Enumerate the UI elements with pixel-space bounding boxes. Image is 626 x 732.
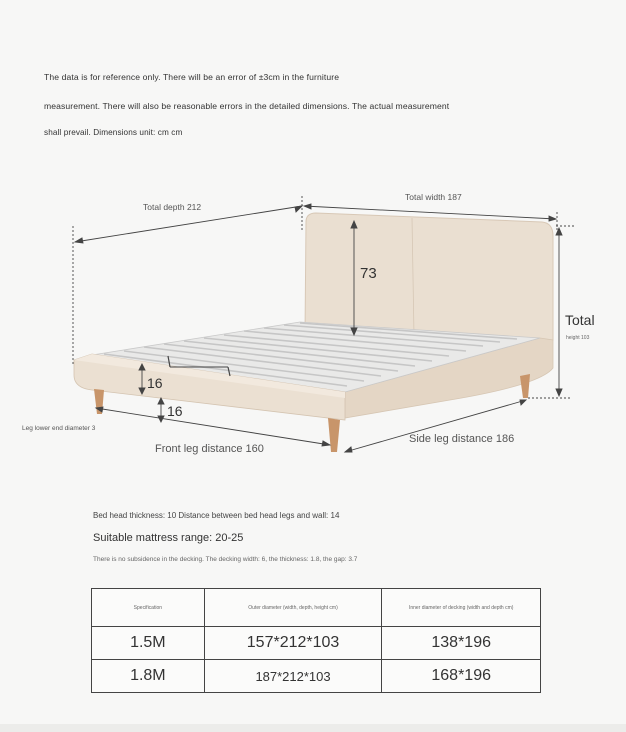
headboard	[305, 213, 553, 340]
mattress-range-info: Suitable mattress range: 20-25	[93, 532, 244, 544]
leg-diameter-label: Leg lower end diameter 3	[22, 425, 96, 432]
total-height-label: height 103	[566, 335, 590, 341]
cell-inner: 168*196	[382, 660, 541, 693]
cell-outer: 157*212*103	[204, 627, 382, 660]
total-width-label: Total width 187	[405, 192, 462, 202]
header-outer-diameter: Outer diameter (width, depth, height cm)	[204, 589, 382, 627]
decking-info: There is no subsidence in the decking. The decking width: 6, the thickness: 1.8, the gap: 3.7	[93, 556, 358, 563]
total-label: Total	[565, 312, 595, 328]
frame-height-label: 16	[147, 375, 163, 391]
side-leg-distance-label: Side leg distance 186	[409, 433, 515, 445]
note-line-3: shall prevail. Dimensions unit: cm cm	[44, 128, 183, 137]
header-inner-diameter: Inner diameter of decking (width and depth cm)	[382, 589, 541, 627]
total-depth-label: Total depth 212	[143, 202, 202, 212]
table-row	[92, 660, 541, 693]
front-leg-distance-label: Front leg distance 160	[155, 443, 264, 455]
leg-front-right	[328, 418, 340, 452]
head-thickness-info: Bed head thickness: 10 Distance between bed head legs and wall: 14	[93, 511, 340, 520]
note-line-2: measurement. There will also be reasonable errors in the detailed dimensions. The actual measurement	[44, 101, 450, 111]
header-specification: Specification	[92, 589, 205, 627]
headboard-height-label: 73	[360, 265, 377, 282]
table-row	[92, 627, 541, 660]
specification-table	[91, 588, 541, 693]
leg-height-label: 16	[167, 403, 183, 419]
cell-inner: 138*196	[382, 627, 541, 660]
note-line-1: The data is for reference only. There will be an error of ±3cm in the furniture	[44, 72, 340, 82]
cell-spec: 1.5M	[92, 627, 205, 660]
cell-outer: 187*212*103	[204, 660, 382, 693]
bottom-band	[0, 724, 626, 732]
leg-back-right	[520, 374, 530, 398]
table-header-row	[92, 589, 541, 627]
cell-spec: 1.8M	[92, 660, 205, 693]
